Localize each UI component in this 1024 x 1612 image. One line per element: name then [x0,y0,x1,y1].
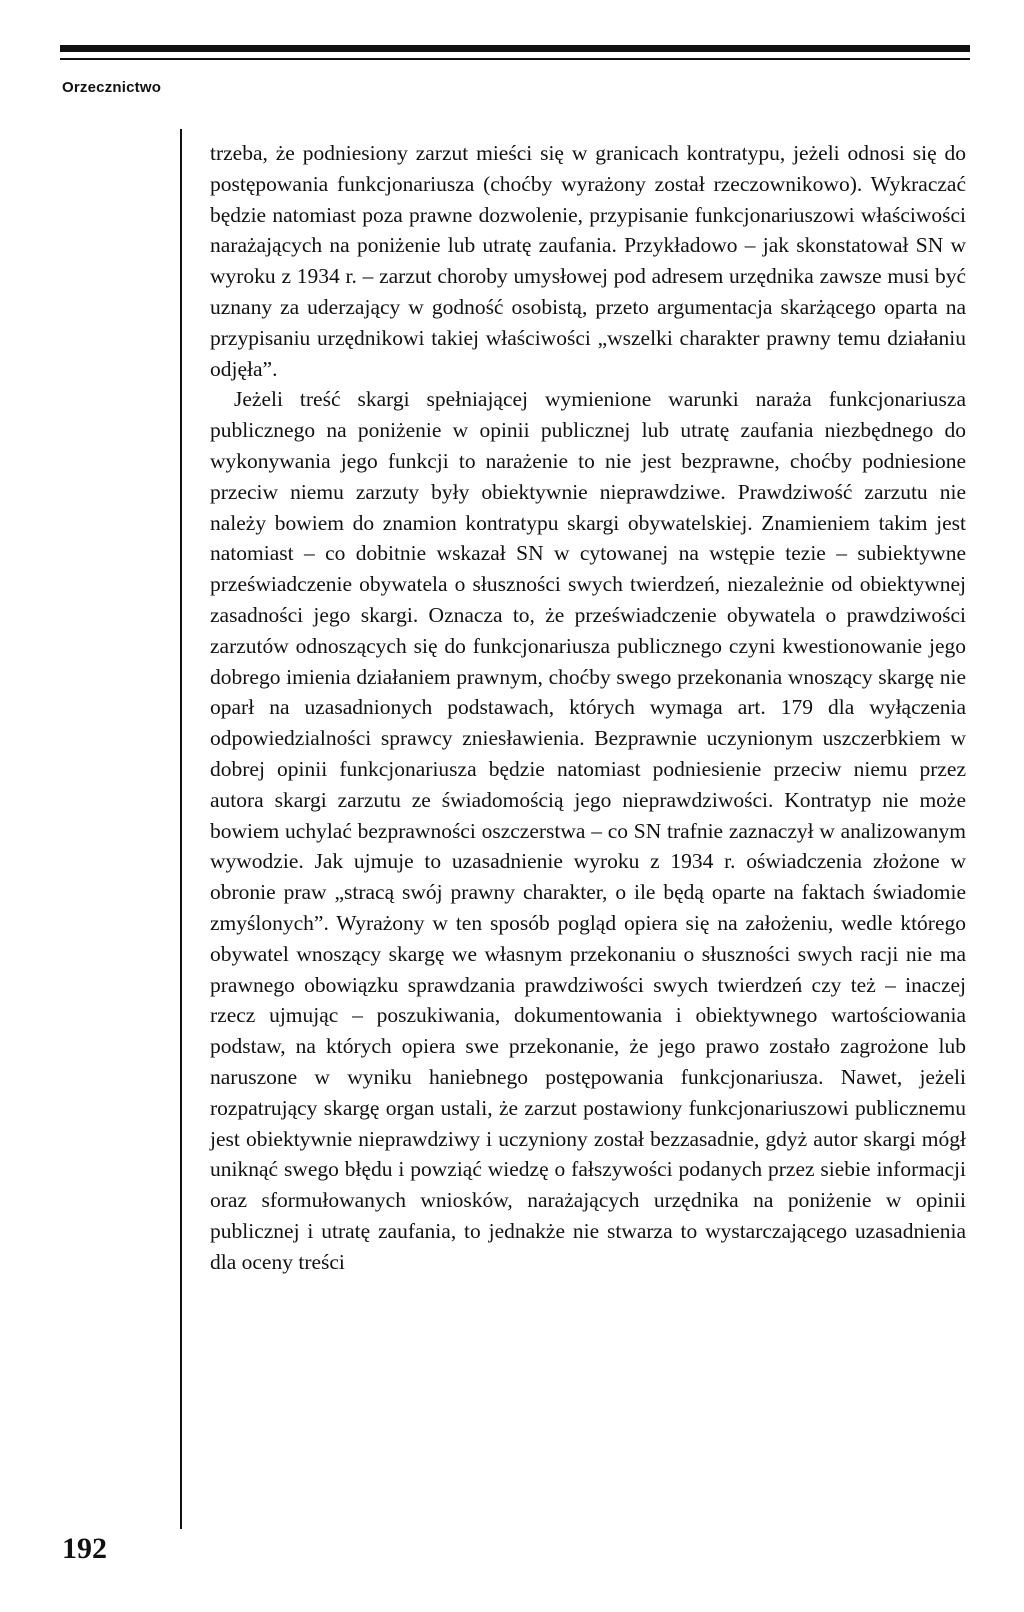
page-number: 192 [62,1532,107,1565]
margin-rule [180,129,182,1529]
paragraph-continued: trzeba, że podniesiony zarzut mieści się w granicach kontratypu, jeżeli odnosi się do postępowania funkcjonariusza (choćby wyrażony został rzeczownikowo). Wykraczać będzie natomiast poza prawne dozwolenie, przypisanie funkcjonariuszowi właściwości narażających na poniżenie lub utratę zaufania. Przykładowo – jak skonstatował SN w wyroku z 1934 r. – zarzut choroby umysłowej pod adresem urzędnika zawsze musi być uznany za uderzający w godność osobistą, przeto argumentacja skarżącego oparta na przypisaniu urzędnikowi takiej właściwości „wszelki charakter prawny temu działaniu odjęła”. [210,141,966,381]
paragraph: Jeżeli treść skargi spełniającej wymienione warunki naraża funkcjonariusza publicznego na poniżenie w opinii publicznej lub utratę zaufania niezbędnego do wykonywania jego funkcji to narażenie to nie jest bezprawne, choćby podniesione przeciw niemu zarzuty były obiektywnie nieprawdziwe. Prawdziwość zarzutu nie należy bowiem do znamion kontratypu skargi obywatelskiej. Znamieniem takim jest natomiast – co dobitnie wskazał SN w cytowanej na wstępie tezie – subiektywne przeświadczenie obywatela o słuszności swych twierdzeń, niezależnie od obiektywnej zasadności jego skargi. Oznacza to, że przeświadczenie obywatela o prawdziwości zarzutów odnoszących się do funkcjonariusza publicznego czyni kwestionowanie jego dobrego imienia działaniem prawnym, choćby swego przekonania wnoszący skargę nie oparł na uzasadnionych podstawach, których wymaga art. 179 dla wyłączenia odpowiedzialności sprawcy zniesławienia. Bezprawnie uczynionym uszczerbkiem w dobrej opinii funkcjonariusza będzie natomiast podniesienie przeciw niemu przez autora skargi zarzutu ze świadomością jego nieprawdziwości. Kontratyp nie może bowiem uchylać bezprawności oszczerstwa – co SN trafnie zaznaczył w analizowanym wywodzie. Jak ujmuje to uzasadnienie wyroku z 1934 r. oświadczenia złożone w obronie praw „stracą swój prawny charakter, o ile będą oparte na faktach świadomie zmyślonych”. Wyrażony w ten sposób pogląd opiera się na założeniu, wedle którego obywatel wnoszący skargę we własnym przekonaniu o słuszności swych racji nie ma prawnego obowiązku sprawdzania prawdziwości swych twierdzeń czy też – inaczej rzecz ujmując – poszukiwania, dokumentowania i obiektywnego wartościowania podstaw, na których opiera swe przekonanie, że jego prawo zostało zagrożone lub naruszone w wyniku haniebnego postępowania funkcjonariusza. Nawet, jeżeli rozpatrujący skargę organ ustali, że zarzut postawiony funkcjonariuszowi publicznemu jest obiektywnie nieprawdziwy i uczyniony został bezzasadnie, gdyż autor skargi mógł uniknąć swego błędu i powziąć wiedzę o fałszywości podanych przez siebie informacji oraz sformułowanych wniosków, narażających urzędnika na poniżenie w opinii publicznej i utratę zaufania, to jednakże nie stwarza to wystarczającego uzasadnienia dla oceny treści [210,387,966,1274]
header-rule-thick [60,45,970,52]
main-text [210,138,966,1277]
running-title: Orzecznictwo [62,79,162,96]
header-rule-thin [60,58,970,60]
